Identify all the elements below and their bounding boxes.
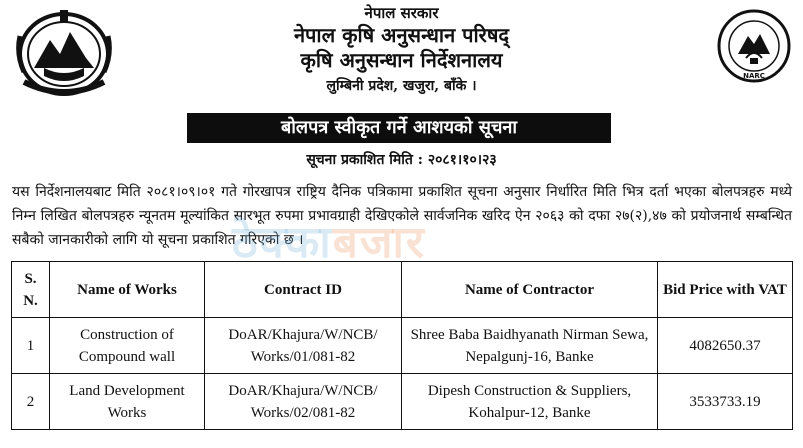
cell-contractor: Dipesh Construction & Suppliers, Kohalpur-12, Banke	[402, 374, 658, 430]
letterhead	[0, 4, 803, 97]
notice-body: यस निर्देशनालयबाट मिति २०८१।०९।०१ गते गोरखापत्र राष्ट्रिय दैनिक पत्रिकामा प्रकाशित सूचना अनुसार निर्धारित मिति भित्र दर्ता भएका बोलपत्रहरु मध्ये निम्न लिखित बोलपत्रहरु न्यूनतम मूल्यांकित सारभूत रुपमा प्रभावग्राही देखिएकोले सार्वजनिक खरिद ऐन २०६३ को दफा २७(२),४७ को प्रयोजनार्थ सम्बन्धित सबैको जानकारीको लागि यो सूचना प्रकाशित गरिएको छ ।	[12, 184, 792, 248]
government-name: नेपाल सरकार	[364, 4, 439, 22]
cell-contract-id: DoAR/Khajura/W/NCB/ Works/02/081-82	[205, 374, 402, 430]
header-name-of-contractor: Name of Contractor	[402, 262, 658, 318]
table-row	[12, 318, 793, 374]
directorate-name: कृषि अनुसन्धान निर्देशनालय	[300, 48, 503, 72]
publication-date: सूचना प्रकाशित मिति : २०८१।१०।२३	[306, 152, 497, 168]
cell-contract-id: DoAR/Khajura/W/NCB/ Works/01/081-82	[205, 318, 402, 374]
office-address: लुम्बिनी प्रदेश, खजुरा, बाँके ।	[326, 78, 477, 94]
notice-title-banner: बोलपत्र स्वीकृत गर्ने आशयको सूचना	[187, 113, 611, 143]
cell-name-of-works: Land Development Works	[50, 374, 205, 430]
header-contract-id: Contract ID	[205, 262, 402, 318]
council-name: नेपाल कृषि अनुसन्धान परिषद्	[293, 23, 510, 47]
table-row	[12, 374, 793, 430]
cell-sn: 1	[12, 318, 50, 374]
header-sn: S. N.	[12, 262, 50, 318]
cell-name-of-works: Construction of Compound wall	[50, 318, 205, 374]
narc-logo-text: NARC	[743, 72, 765, 80]
awarded-works-table	[11, 261, 793, 430]
cell-contractor: Shree Baba Baidhyanath Nirman Sewa, Nepalgunj-16, Banke	[402, 318, 658, 374]
table-header-row	[12, 262, 793, 318]
cell-bid-price: 3533733.19	[658, 374, 793, 430]
cell-bid-price: 4082650.37	[658, 318, 793, 374]
watermark-part-b: बजार	[332, 217, 426, 268]
cell-sn: 2	[12, 374, 50, 430]
header-bid-price: Bid Price with VAT	[658, 262, 793, 318]
header-name-of-works: Name of Works	[50, 262, 205, 318]
watermark-part-a: ठेक्का	[232, 217, 333, 268]
